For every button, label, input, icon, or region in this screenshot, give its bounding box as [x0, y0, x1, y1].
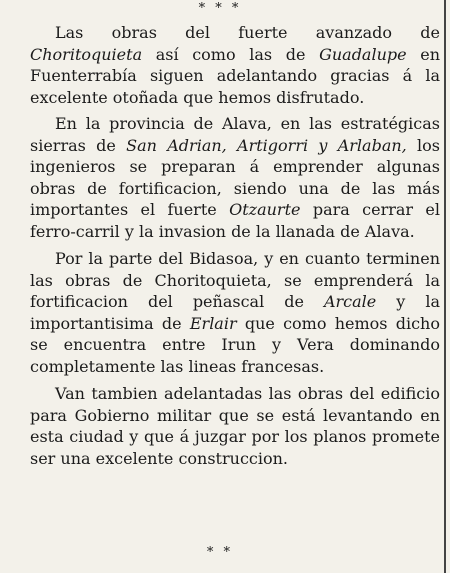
paragraph-2	[30, 113, 440, 242]
news-column	[30, 22, 440, 469]
paragraph-text: así como las de	[142, 44, 320, 64]
paragraph-text: en Fuenterrabía siguen adelantando gracias á la excelente otoñada que hemos disfrutado.	[30, 44, 441, 107]
paragraph-text: para cerrar el ferro-carril y la invasion de la llanada de Alava.	[30, 200, 441, 241]
paragraph-text: que como hemos dicho se encuentra entre Irun y Vera dominando completamente las lineas francesas.	[30, 313, 440, 376]
italic-text: Erlair	[189, 313, 237, 333]
paragraph-text: Las obras del fuerte avanzado de	[55, 23, 440, 42]
paragraph-1	[30, 22, 440, 108]
paragraph-text: En la provincia de Alava, en las estratégicas sierras de	[30, 114, 440, 155]
paragraph-3	[30, 248, 440, 377]
section-ornament-top: * * *	[198, 1, 242, 16]
section-ornament-bottom: * *	[206, 545, 234, 560]
paragraph-text: Por la parte del Bidasoa, y en cuanto terminen las obras de Choritoquieta, se emprenderá la fortificacion del peñascal de	[30, 249, 440, 311]
column-rule	[444, 0, 446, 573]
italic-text: San Adrian, Artigorri y Arlaban,	[126, 135, 407, 155]
italic-text: Arcale	[323, 292, 377, 311]
italic-text: Otzaurte	[229, 200, 301, 219]
italic-text: Choritoquieta	[30, 44, 143, 64]
paragraph-text: y la importantisima de	[30, 292, 440, 333]
paragraph-text: los ingenieros se preparan á emprender algunas obras de fortificacion, siendo una de las más importantes el fuerte	[30, 135, 441, 219]
paragraph-4	[30, 383, 440, 469]
paragraph-text: Van tambien adelantadas las obras del edificio para Gobierno militar que se está levantando en esta ciudad y que á juzgar por los planos promete ser una excelente construccion.	[30, 384, 440, 468]
italic-text: Guadalupe	[319, 44, 407, 64]
